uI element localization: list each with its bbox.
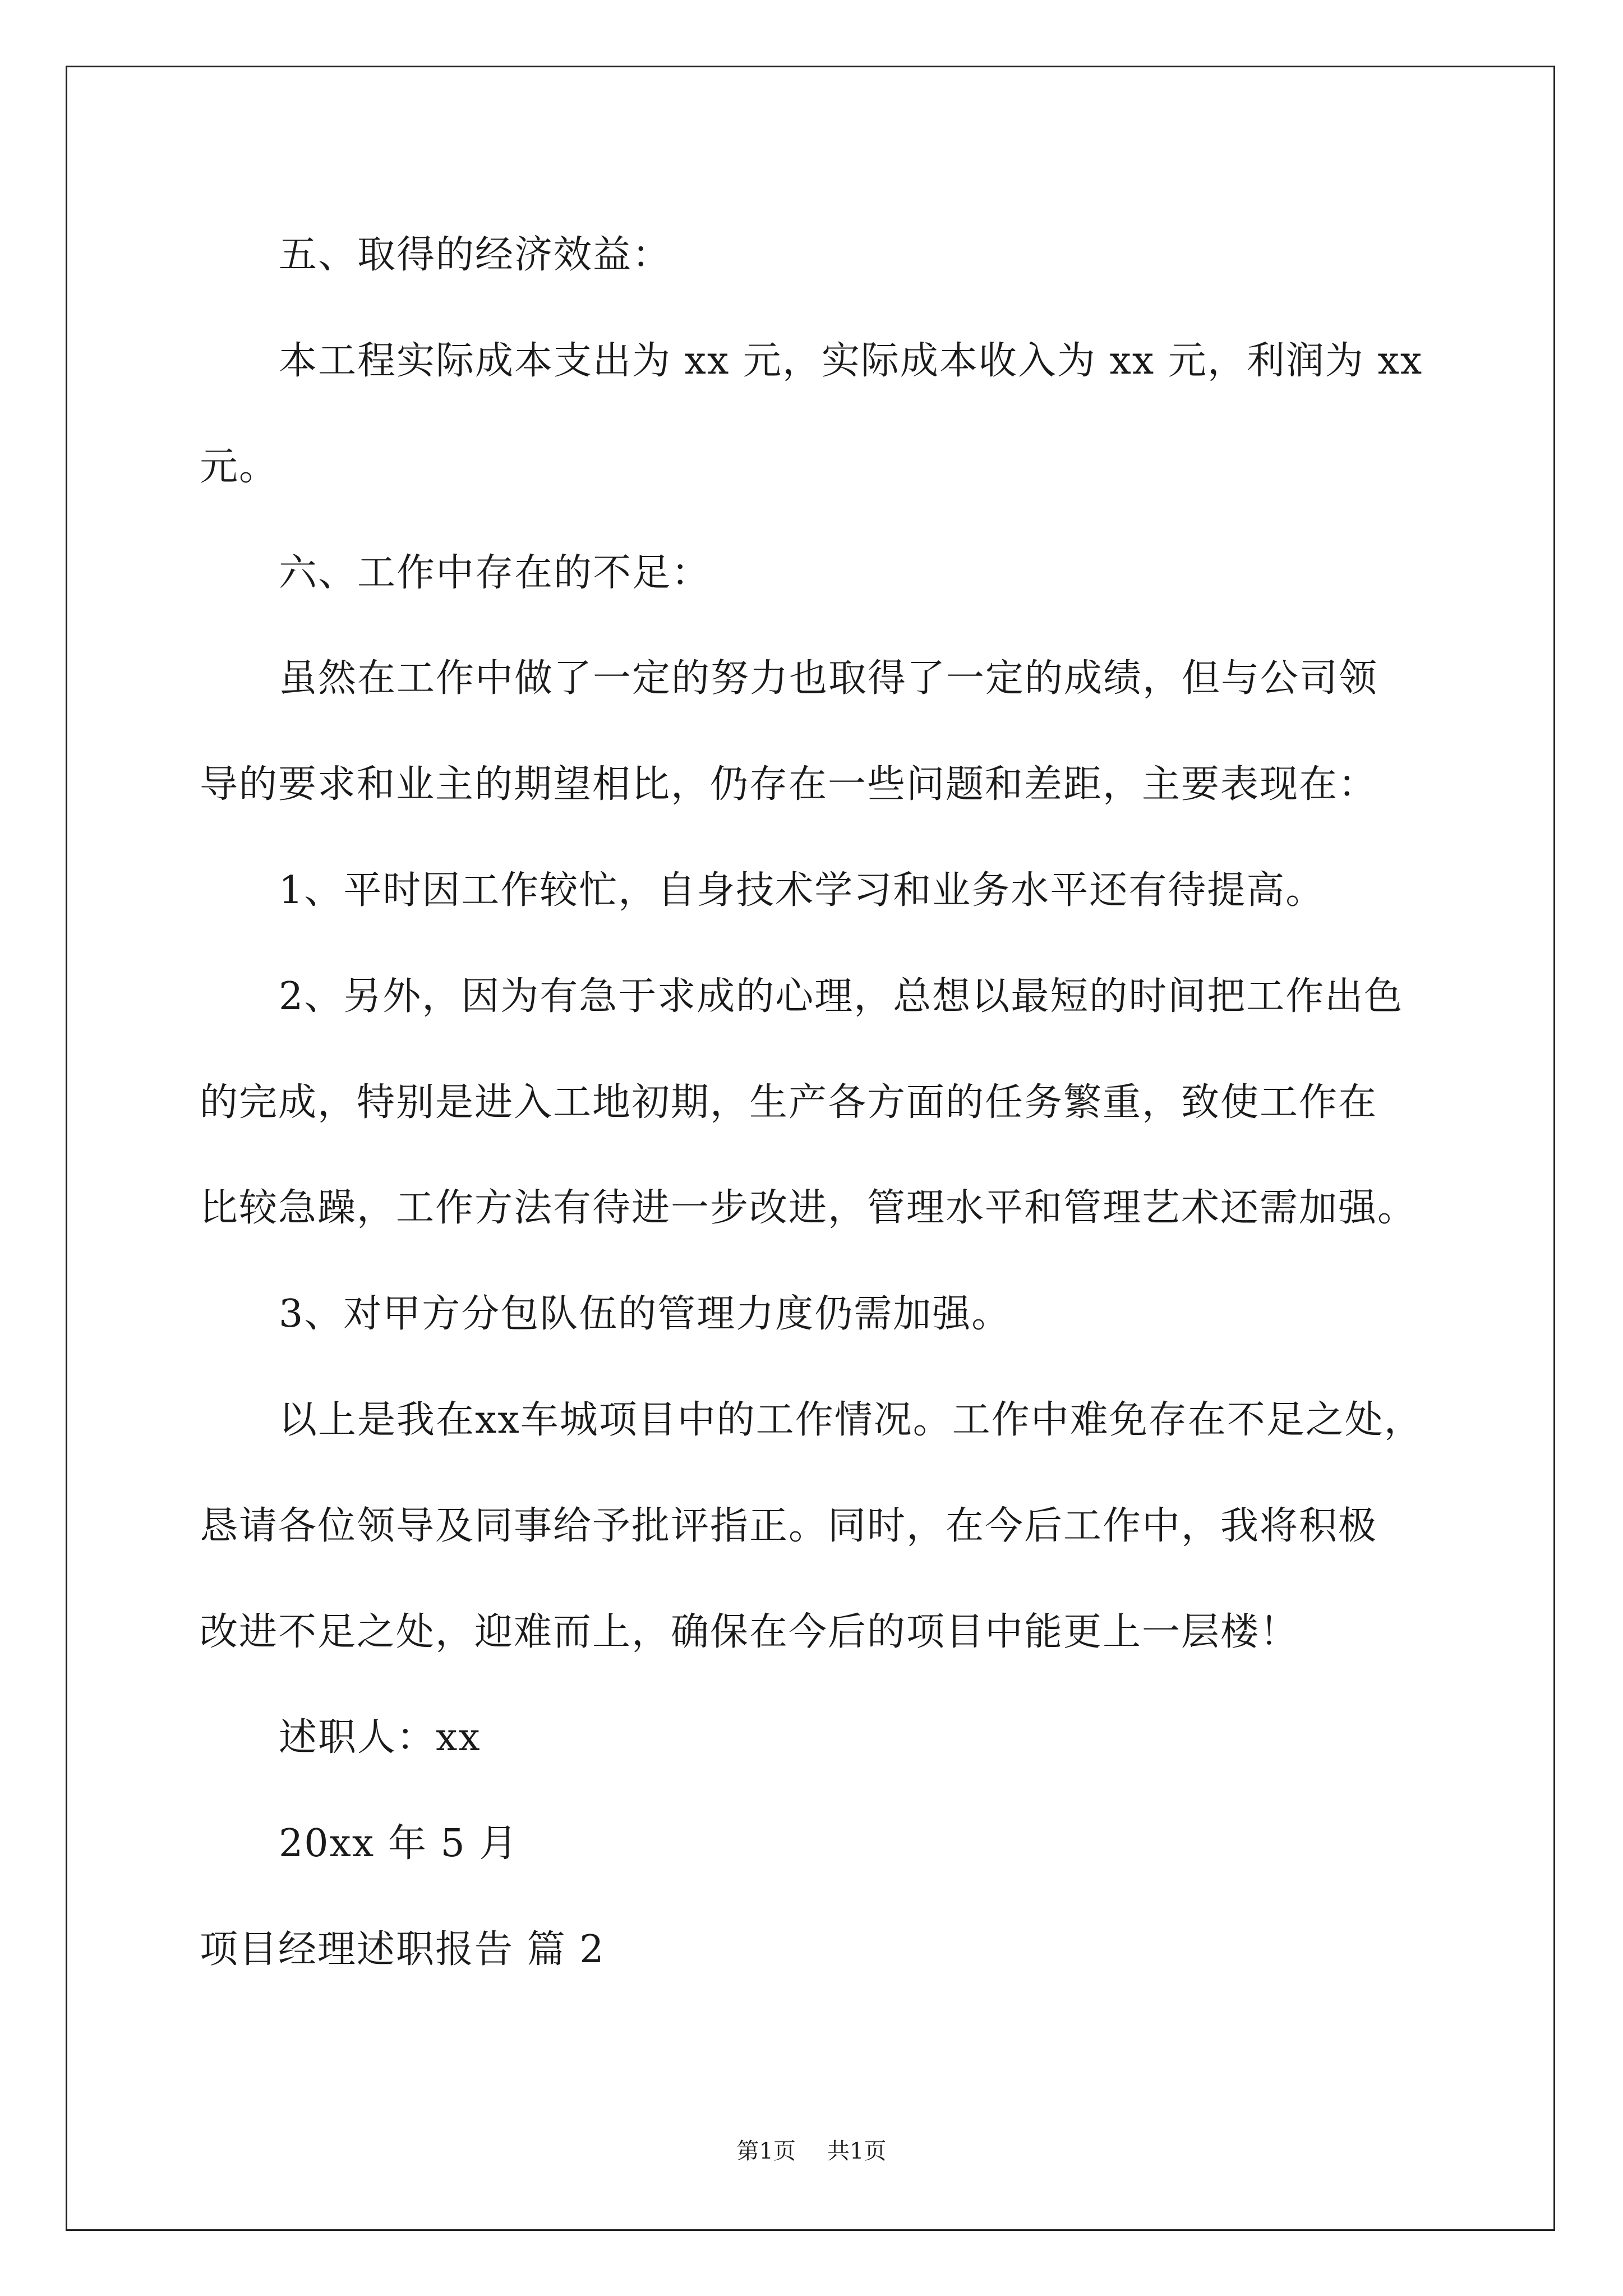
paragraph-line: 以上是我在xx车城项目中的工作情况。工作中难免存在不足之处， [279,1398,1423,1442]
signature-line: 述职人：xx [279,1715,481,1760]
list-item-1: 1、平时因工作较忙，自身技术学习和业务水平还有待提高。 [279,868,1325,913]
section-heading-shortcomings: 六、工作中存在的不足： [279,551,711,595]
page-border [66,66,1555,2231]
list-item-2: 2、另外，因为有急于求成的心理，总想以最短的时间把工作出色 [279,974,1404,1019]
paragraph-line: 本工程实际成本支出为 xx 元，实际成本收入为 xx 元，利润为 xx [279,339,1423,383]
paragraph-line: 元。 [200,445,279,489]
page-total: 共1页 [827,2138,887,2164]
list-item-3: 3、对甲方分包队伍的管理力度仍需加强。 [279,1292,1011,1336]
page-number: 第1页 [736,2138,796,2164]
paragraph-line: 改进不足之处，迎难而上，确保在今后的项目中能更上一层楼！ [200,1610,1299,1654]
paragraph-line: 比较急躁，工作方法有待进一步改进，管理水平和管理艺术还需加强。 [200,1186,1417,1230]
date-line: 20xx 年 5 月 [279,1821,519,1866]
paragraph-line: 虽然在工作中做了一定的努力也取得了一定的成绩，但与公司领 [279,656,1378,701]
section-heading-economic-benefits: 五、取得的经济效益： [279,233,672,277]
paragraph-line: 导的要求和业主的期望相比，仍存在一些问题和差距，主要表现在： [200,762,1378,807]
paragraph-line: 恳请各位领导及同事给予批评指正。同时，在今后工作中，我将积极 [200,1504,1378,1548]
paragraph-line: 的完成，特别是进入工地初期，生产各方面的任务繁重，致使工作在 [200,1080,1378,1125]
page-footer [0,2140,1623,2162]
next-report-title: 项目经理述职报告 篇 2 [200,1927,605,1972]
